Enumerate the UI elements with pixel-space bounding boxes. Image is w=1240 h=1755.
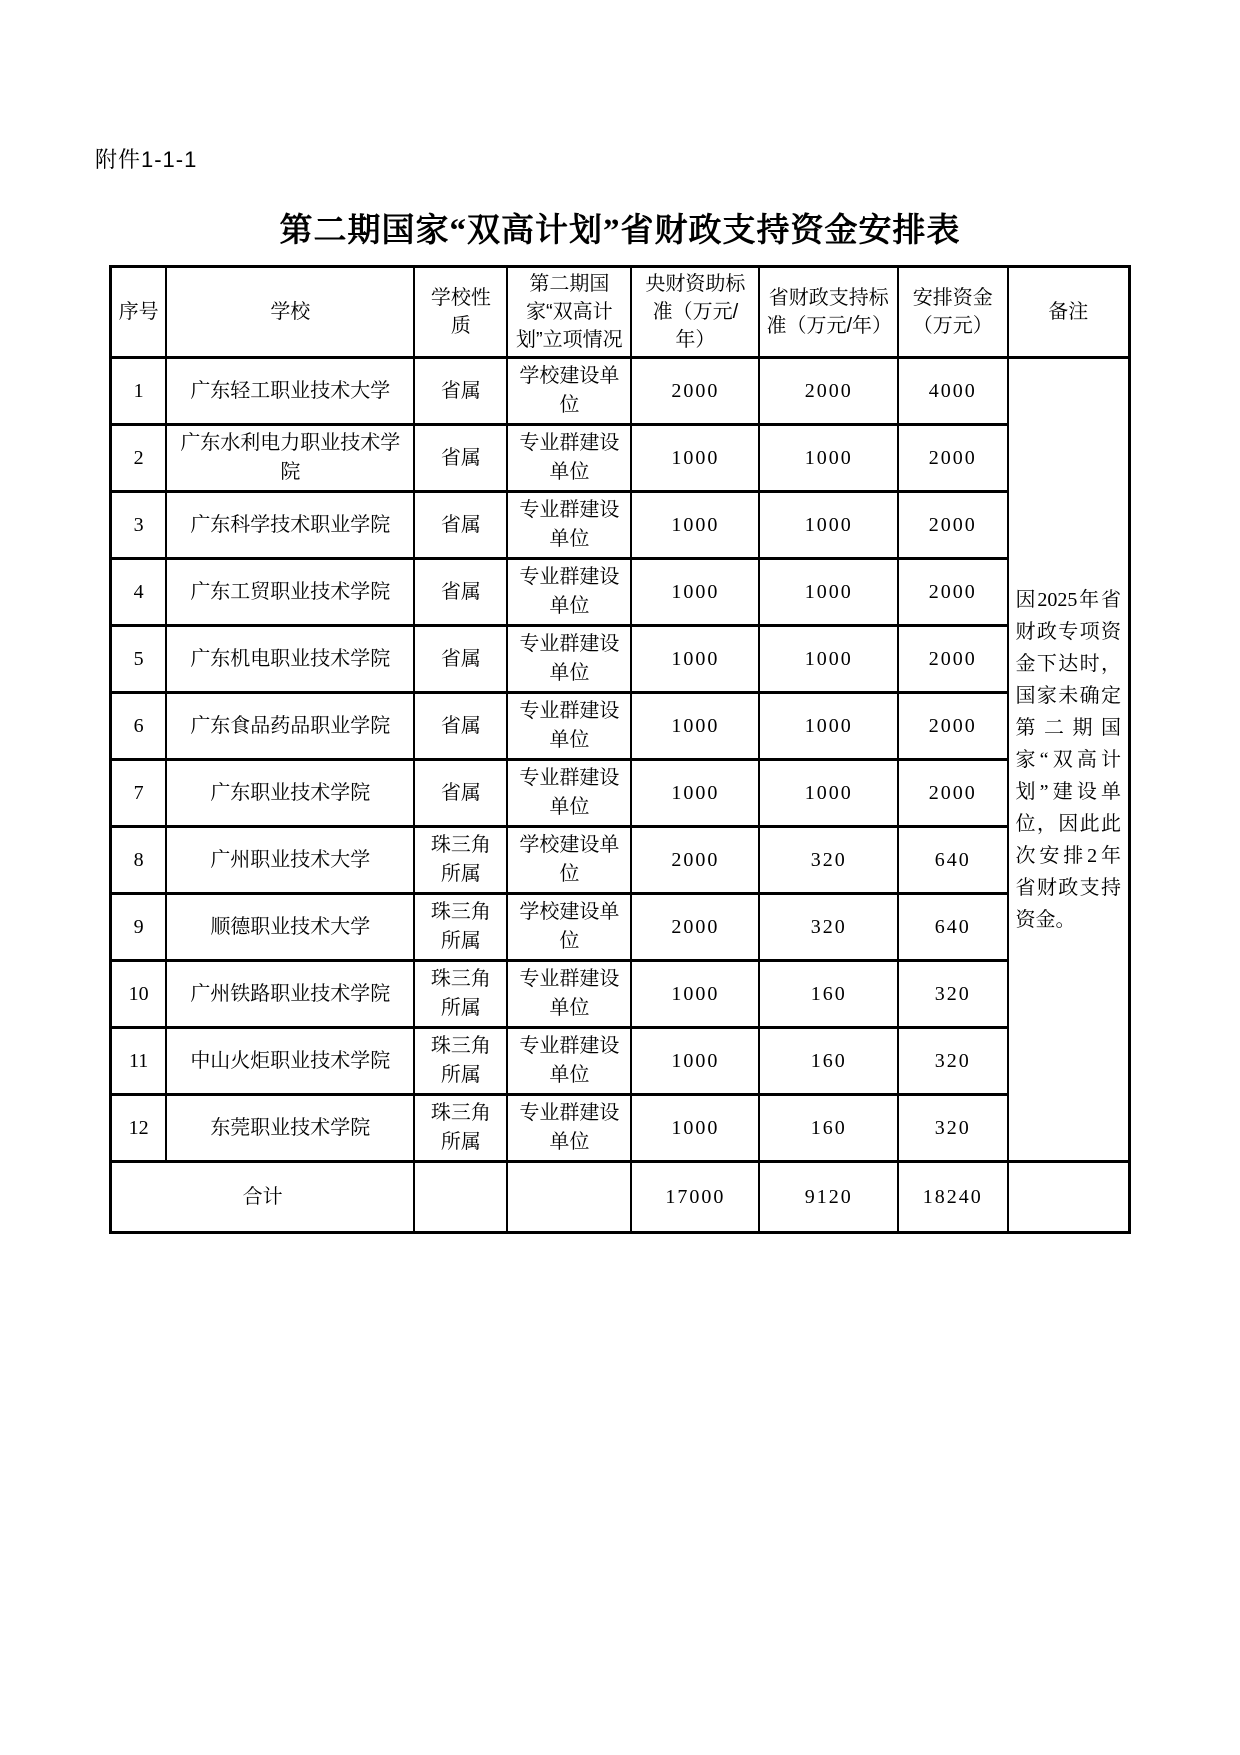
total-central: 17000 bbox=[631, 1162, 759, 1233]
total-arranged: 18240 bbox=[898, 1162, 1008, 1233]
table-row bbox=[111, 492, 1130, 559]
cell-status: 专业群建设单位 bbox=[507, 492, 631, 559]
cell-nature: 省属 bbox=[414, 559, 507, 626]
cell-school: 广州职业技术大学 bbox=[166, 827, 414, 894]
attachment-label: 附件1-1-1 bbox=[95, 147, 198, 172]
col-header-remark: 备注 bbox=[1008, 267, 1130, 358]
cell-provincial: 320 bbox=[759, 827, 897, 894]
cell-nature: 珠三角所属 bbox=[414, 961, 507, 1028]
cell-provincial: 1000 bbox=[759, 626, 897, 693]
cell-nature: 珠三角所属 bbox=[414, 827, 507, 894]
total-row bbox=[111, 1162, 1130, 1233]
table-row bbox=[111, 358, 1130, 425]
cell-nature: 省属 bbox=[414, 626, 507, 693]
col-header-nature: 学校性质 bbox=[414, 267, 507, 358]
cell-status: 专业群建设单位 bbox=[507, 961, 631, 1028]
cell-seq: 2 bbox=[111, 425, 167, 492]
cell-seq: 10 bbox=[111, 961, 167, 1028]
table-row bbox=[111, 693, 1130, 760]
cell-arranged: 2000 bbox=[898, 693, 1008, 760]
cell-status: 学校建设单位 bbox=[507, 358, 631, 425]
header-row bbox=[111, 267, 1130, 358]
cell-nature: 省属 bbox=[414, 425, 507, 492]
cell-school: 广东轻工职业技术大学 bbox=[166, 358, 414, 425]
total-label: 合计 bbox=[111, 1162, 415, 1233]
table-row bbox=[111, 559, 1130, 626]
col-header-school: 学校 bbox=[166, 267, 414, 358]
cell-provincial: 1000 bbox=[759, 760, 897, 827]
cell-nature: 省属 bbox=[414, 760, 507, 827]
cell-arranged: 2000 bbox=[898, 425, 1008, 492]
cell-central: 1000 bbox=[631, 559, 759, 626]
cell-seq: 7 bbox=[111, 760, 167, 827]
cell-nature: 省属 bbox=[414, 693, 507, 760]
cell-status: 专业群建设单位 bbox=[507, 1095, 631, 1162]
cell-provincial: 160 bbox=[759, 1028, 897, 1095]
cell-central: 1000 bbox=[631, 1095, 759, 1162]
cell-central: 2000 bbox=[631, 894, 759, 961]
cell-central: 2000 bbox=[631, 827, 759, 894]
cell-nature: 珠三角所属 bbox=[414, 1028, 507, 1095]
cell-school: 广东科学技术职业学院 bbox=[166, 492, 414, 559]
cell-central: 1000 bbox=[631, 425, 759, 492]
cell-arranged: 320 bbox=[898, 1028, 1008, 1095]
cell-school: 东莞职业技术学院 bbox=[166, 1095, 414, 1162]
cell-status: 专业群建设单位 bbox=[507, 425, 631, 492]
cell-arranged: 2000 bbox=[898, 492, 1008, 559]
col-header-central: 央财资助标准（万元/年） bbox=[631, 267, 759, 358]
cell-arranged: 320 bbox=[898, 961, 1008, 1028]
cell-nature: 省属 bbox=[414, 358, 507, 425]
cell-seq: 5 bbox=[111, 626, 167, 693]
cell-seq: 8 bbox=[111, 827, 167, 894]
col-header-arranged: 安排资金（万元） bbox=[898, 267, 1008, 358]
cell-status: 专业群建设单位 bbox=[507, 626, 631, 693]
cell-central: 1000 bbox=[631, 492, 759, 559]
table-row bbox=[111, 425, 1130, 492]
cell-provincial: 1000 bbox=[759, 492, 897, 559]
cell-seq: 9 bbox=[111, 894, 167, 961]
cell-central: 1000 bbox=[631, 1028, 759, 1095]
cell-school: 广东食品药品职业学院 bbox=[166, 693, 414, 760]
total-nature-cell bbox=[414, 1162, 507, 1233]
cell-nature: 珠三角所属 bbox=[414, 1095, 507, 1162]
cell-provincial: 2000 bbox=[759, 358, 897, 425]
cell-arranged: 2000 bbox=[898, 559, 1008, 626]
cell-seq: 11 bbox=[111, 1028, 167, 1095]
cell-status: 学校建设单位 bbox=[507, 827, 631, 894]
cell-school: 广东工贸职业技术学院 bbox=[166, 559, 414, 626]
cell-status: 专业群建设单位 bbox=[507, 1028, 631, 1095]
cell-central: 2000 bbox=[631, 358, 759, 425]
col-header-status: 第二期国家“双高计划”立项情况 bbox=[507, 267, 631, 358]
cell-provincial: 160 bbox=[759, 961, 897, 1028]
cell-seq: 6 bbox=[111, 693, 167, 760]
cell-school: 广东职业技术学院 bbox=[166, 760, 414, 827]
cell-status: 专业群建设单位 bbox=[507, 559, 631, 626]
cell-seq: 3 bbox=[111, 492, 167, 559]
cell-seq: 1 bbox=[111, 358, 167, 425]
cell-school: 中山火炬职业技术学院 bbox=[166, 1028, 414, 1095]
page-title: 第二期国家“双高计划”省财政支持资金安排表 bbox=[279, 213, 961, 249]
cell-central: 1000 bbox=[631, 961, 759, 1028]
table-row bbox=[111, 961, 1130, 1028]
funding-table bbox=[109, 265, 1131, 1234]
total-status-cell bbox=[507, 1162, 631, 1233]
table-row bbox=[111, 1028, 1130, 1095]
total-remark-cell bbox=[1008, 1162, 1130, 1233]
cell-provincial: 160 bbox=[759, 1095, 897, 1162]
cell-arranged: 640 bbox=[898, 827, 1008, 894]
cell-seq: 12 bbox=[111, 1095, 167, 1162]
cell-provincial: 320 bbox=[759, 894, 897, 961]
cell-status: 专业群建设单位 bbox=[507, 760, 631, 827]
cell-provincial: 1000 bbox=[759, 425, 897, 492]
table-row bbox=[111, 760, 1130, 827]
cell-school: 顺德职业技术大学 bbox=[166, 894, 414, 961]
cell-arranged: 2000 bbox=[898, 626, 1008, 693]
cell-arranged: 640 bbox=[898, 894, 1008, 961]
cell-provincial: 1000 bbox=[759, 693, 897, 760]
table-row bbox=[111, 626, 1130, 693]
cell-seq: 4 bbox=[111, 559, 167, 626]
table-row bbox=[111, 1095, 1130, 1162]
total-provincial: 9120 bbox=[759, 1162, 897, 1233]
cell-central: 1000 bbox=[631, 693, 759, 760]
cell-arranged: 4000 bbox=[898, 358, 1008, 425]
col-header-provincial: 省财政支持标准（万元/年） bbox=[759, 267, 897, 358]
col-header-seq: 序号 bbox=[111, 267, 167, 358]
cell-arranged: 320 bbox=[898, 1095, 1008, 1162]
cell-status: 学校建设单位 bbox=[507, 894, 631, 961]
table-row bbox=[111, 827, 1130, 894]
cell-nature: 省属 bbox=[414, 492, 507, 559]
cell-arranged: 2000 bbox=[898, 760, 1008, 827]
cell-school: 广东机电职业技术学院 bbox=[166, 626, 414, 693]
cell-central: 1000 bbox=[631, 626, 759, 693]
cell-provincial: 1000 bbox=[759, 559, 897, 626]
cell-status: 专业群建设单位 bbox=[507, 693, 631, 760]
cell-school: 广东水利电力职业技术学院 bbox=[166, 425, 414, 492]
cell-school: 广州铁路职业技术学院 bbox=[166, 961, 414, 1028]
cell-central: 1000 bbox=[631, 760, 759, 827]
table-row bbox=[111, 894, 1130, 961]
cell-nature: 珠三角所属 bbox=[414, 894, 507, 961]
remark-cell: 因2025年省财政专项资金下达时，国家未确定第二期国家“双高计划”建设单位，因此此次安排2年省财政支持资金。 bbox=[1008, 358, 1130, 1162]
